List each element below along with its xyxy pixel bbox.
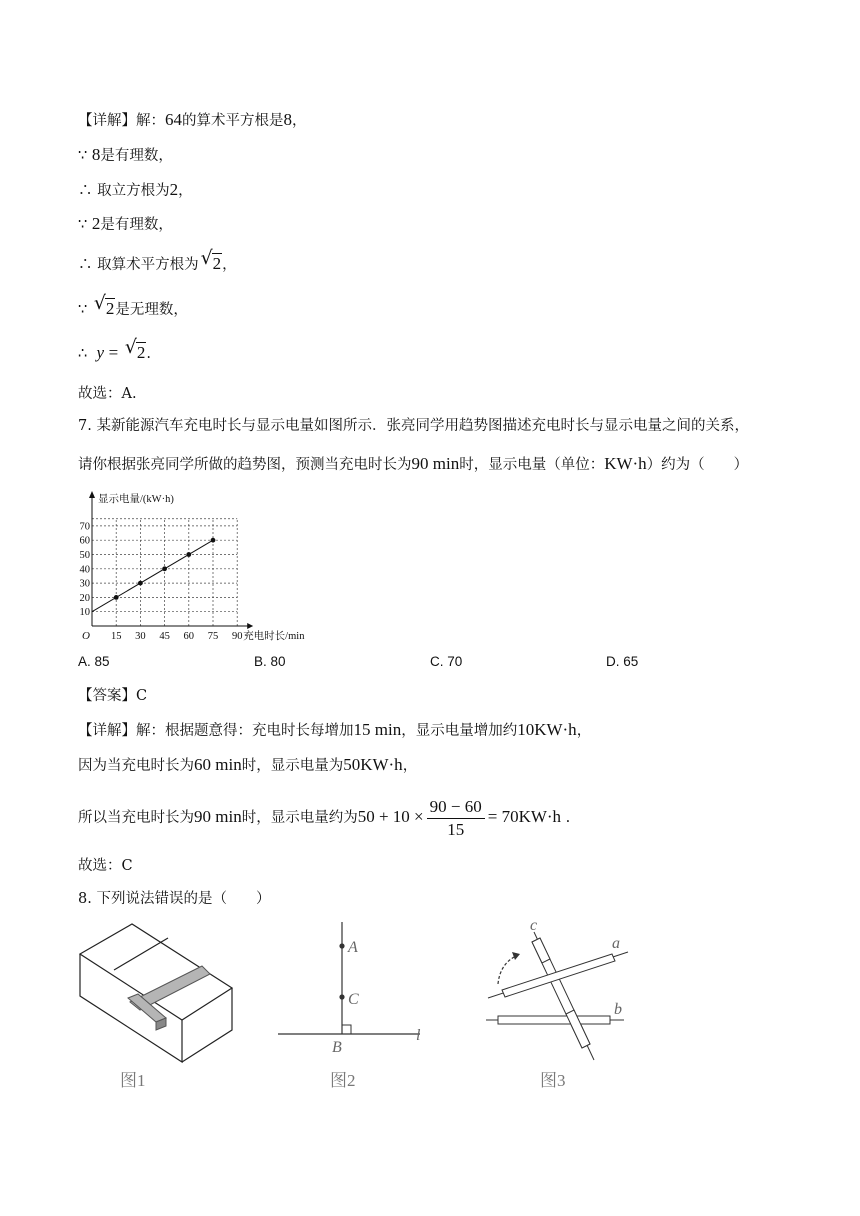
sqrt-expression: √ 2 [93, 292, 115, 318]
data-point [114, 595, 119, 600]
point-c [339, 994, 344, 999]
option-d[interactable]: D. 65 [606, 654, 639, 669]
detail-label: 【详解】解： [78, 113, 165, 129]
value: 10KW·h [517, 720, 577, 739]
number: 2 [91, 214, 101, 233]
text: ）约为（ ） [646, 457, 749, 473]
punct: . [565, 810, 571, 826]
solution-line-7 [78, 336, 151, 364]
number: 8 [283, 110, 292, 129]
choice-text: 故选：C [78, 858, 133, 874]
text: 是无理数， [115, 302, 188, 318]
punct: ， [292, 113, 307, 129]
x-tick-label: 90 [231, 631, 243, 642]
radicand: 2 [212, 254, 222, 273]
answer-text: 【答案】C [78, 688, 148, 704]
label-a: a [612, 935, 620, 952]
x-tick-label: 15 [110, 631, 122, 642]
q7-text-line-1: 7. 某新能源汽车充电时长与显示电量如图所示．张亮同学用趋势图描述充电时长与显示电量之间的关系， [78, 418, 749, 434]
y-tick-label: 30 [79, 578, 90, 590]
text: 时，显示电量为 [241, 758, 344, 774]
expression: 50 + 10 × [357, 807, 424, 826]
x-tick-label: 75 [207, 631, 219, 642]
text: 因为当充电时长为 [78, 758, 194, 774]
chart-axes [89, 491, 253, 629]
solution-choice: 故选：A. [78, 386, 137, 402]
text: 所以当充电时长为 [78, 810, 194, 826]
text: 时，显示电量（单位： [459, 457, 605, 473]
x-tick-label: 45 [159, 631, 170, 642]
q7-text-line-2 [78, 454, 748, 475]
therefore-symbol: ∴ [78, 346, 88, 362]
value: 15 min [353, 720, 402, 739]
denominator: 15 [447, 819, 465, 839]
option-b[interactable]: B. 80 [254, 654, 286, 669]
punct: ， [222, 257, 237, 273]
data-point [138, 581, 143, 586]
y-tick-label: 70 [79, 521, 90, 533]
radicand: 2 [105, 299, 115, 318]
chart-labels [80, 492, 306, 642]
data-point [186, 552, 191, 557]
label-c: C [348, 991, 359, 1008]
option-c[interactable]: C. 70 [430, 654, 463, 669]
punct: ， [402, 758, 418, 774]
figure-3 [482, 914, 652, 1094]
punct: ， [576, 723, 592, 739]
label-b: b [614, 1001, 622, 1018]
option-a[interactable]: A. 85 [78, 654, 110, 669]
stick-b [486, 1016, 624, 1024]
solution-line-2 [78, 145, 173, 166]
q8-text: 8. 下列说法错误的是（ ） [78, 891, 271, 907]
label-c: c [530, 917, 538, 934]
rotation-arrow [498, 956, 516, 984]
y-tick-label: 20 [79, 592, 90, 604]
value: 60 min [194, 755, 242, 774]
chart-grid [92, 519, 237, 626]
arrow-head-icon [512, 952, 520, 960]
numerator: 90 − 60 [427, 796, 485, 819]
y-axis-label: 显示电量/(kW·h) [98, 494, 174, 505]
q7-choice [78, 856, 133, 876]
trend-chart [78, 488, 338, 648]
figure-1-caption: 图1 [120, 1071, 146, 1090]
value: 90 min [194, 807, 242, 826]
answer-line [78, 686, 147, 706]
text: 是有理数， [100, 148, 173, 164]
y-tick-label: 10 [79, 607, 90, 619]
because-symbol: ∵ [78, 302, 88, 318]
value: 90 min [411, 454, 460, 473]
therefore-symbol: ∴ [78, 257, 93, 273]
equals-sign: = [108, 343, 119, 362]
sqrt-expression: √ 2 [124, 336, 146, 362]
y-tick-label: 60 [79, 535, 90, 547]
therefore-symbol: ∴ [78, 183, 93, 199]
data-point [211, 538, 216, 543]
punct: . [146, 346, 151, 362]
origin-label: O [82, 630, 90, 642]
q7-detail-line-2 [78, 755, 417, 776]
label-a: A [348, 939, 358, 956]
solution-line-1 [78, 110, 307, 131]
label-l: l [416, 1027, 421, 1044]
chart-marks [92, 538, 215, 612]
expression: = 70KW·h [487, 807, 562, 826]
fraction [427, 796, 485, 841]
right-angle-mark [342, 1025, 351, 1034]
radicand: 2 [136, 343, 146, 362]
trend-line [92, 540, 213, 612]
text: 取立方根为 [97, 183, 170, 199]
because-symbol: ∵ [78, 217, 88, 233]
figure-2 [270, 914, 450, 1094]
punct: ， [178, 183, 193, 199]
because-symbol: ∵ [78, 148, 88, 164]
x-axis-label: 充电时长/min [243, 631, 305, 642]
data-point [162, 566, 167, 571]
y-tick-label: 50 [79, 550, 90, 561]
x-tick-label: 60 [183, 631, 195, 642]
text: 取算术平方根为 [97, 257, 199, 273]
number: 8 [91, 145, 101, 164]
value: 50KW·h [343, 755, 403, 774]
x-axis-arrow-icon [247, 623, 253, 629]
y-tick-label: 40 [79, 564, 90, 576]
q7-detail-line-3 [78, 795, 570, 841]
text: 的算术平方根是 [182, 113, 284, 129]
variable-y: y [96, 343, 104, 362]
number: 2 [169, 180, 179, 199]
solution-line-3 [78, 180, 193, 201]
text: ，显示电量增加约 [401, 723, 518, 739]
y-axis-arrow-icon [89, 491, 95, 498]
solution-line-4 [78, 214, 173, 235]
text: 【详解】解：根据题意得：充电时长每增加 [78, 723, 354, 739]
unit: KW·h [604, 454, 647, 473]
text: 时，显示电量约为 [241, 810, 358, 826]
q7-detail-line-1 [78, 720, 591, 741]
x-tick-label: 30 [135, 631, 146, 642]
point-a [339, 943, 344, 948]
number: 64 [165, 110, 182, 129]
text: 是有理数， [100, 217, 173, 233]
figure-3-caption: 图3 [540, 1071, 566, 1090]
label-b: B [332, 1039, 342, 1056]
figure-1 [72, 914, 252, 1094]
solution-line-6 [78, 292, 188, 320]
text: 请你根据张亮同学所做的趋势图，预测当充电时长为 [78, 457, 412, 473]
solution-line-5 [78, 247, 237, 275]
sqrt-expression: √ 2 [200, 247, 222, 273]
figure-2-caption: 图2 [330, 1071, 356, 1090]
